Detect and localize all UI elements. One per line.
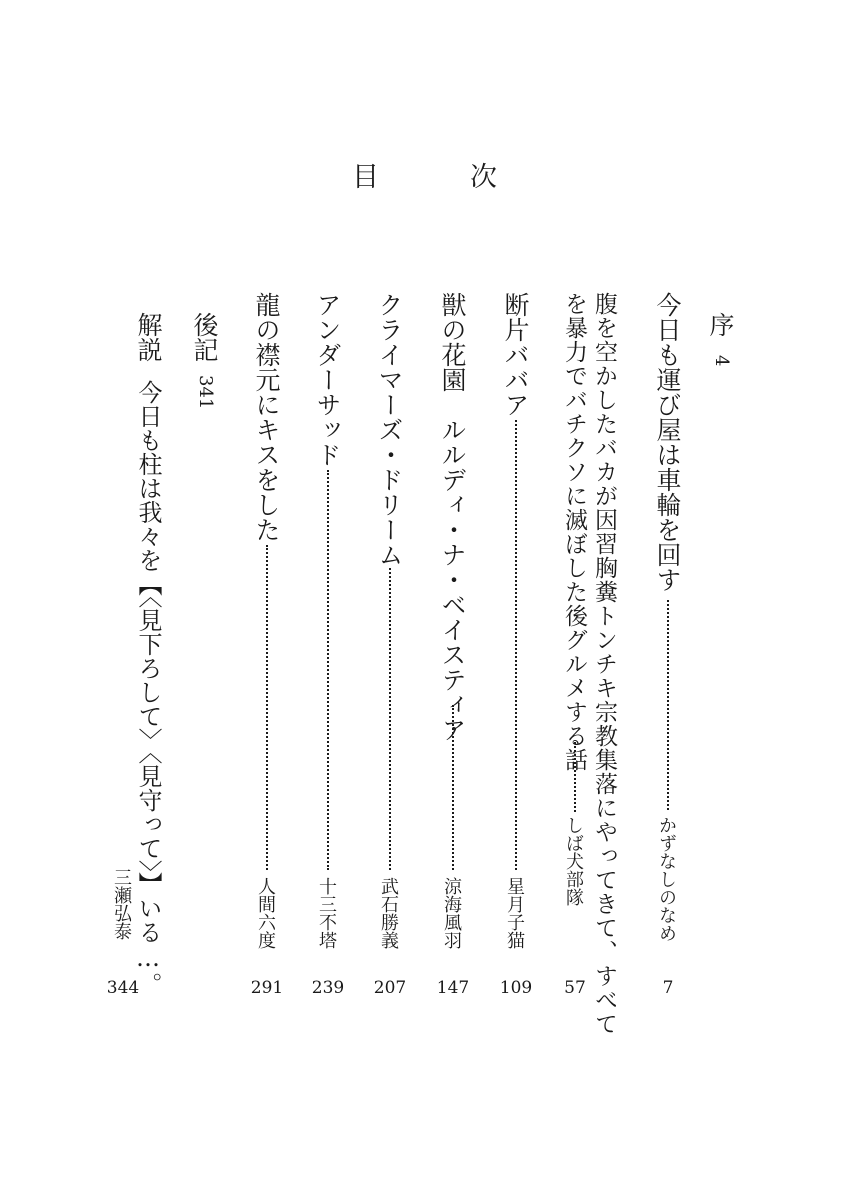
toc-entry-author: 涼海風羽 [441,877,462,949]
preface-page: 4 [711,355,732,367]
toc-entry-page: 147 [436,978,470,998]
toc-entry-title: クライマーズ・ドリーム [375,292,404,567]
toc-entry-author: 人間六度 [255,877,276,949]
toc-entry-title: 龍の襟元にキスをした [252,292,281,542]
leader-dots [574,742,576,812]
leader-dots [266,545,268,870]
leader-dots [389,568,391,870]
toc-entry-title: 断片ババア [501,292,530,417]
toc-entry-page: 291 [250,978,284,998]
leader-dots [452,705,454,870]
toc-entry-page: 207 [373,978,407,998]
commentary-author: 三瀬弘泰 [111,868,132,940]
toc-entry-title-line1: 腹を空かしたバカが因習胸糞トンチキ宗教集落にやってきて、すべて [591,292,617,1036]
toc-entry-title: 今日も運び屋は車輪を回す [653,292,682,592]
toc-entry-title: 獣の花園 ルルディ・ナ・ベイスティア [438,292,467,742]
leader-dots [515,420,517,870]
toc-entry-author: しば犬部隊 [563,816,584,906]
toc-entry-page: 109 [499,978,533,998]
toc-entry-author: 星月子猫 [504,877,525,949]
toc-entry-page: 57 [564,978,586,998]
commentary-title: 今日も柱は我々を【〈見下ろして〉〈見守って〉】いる…。 [134,380,162,996]
leader-dots [327,470,329,870]
leader-dots [667,600,669,810]
commentary-label: 解説 [134,312,163,362]
page-title: 目 次 [352,162,529,193]
toc-entry-page: 7 [662,978,674,998]
toc-entry-author: 十三不塔 [316,877,337,949]
toc-entry-title-line2: を暴力でバチクソに滅ぼした後グルメする話 [561,292,587,772]
toc-entry-title: アンダーサッド [313,292,342,467]
afterword-page: 341 [195,375,216,410]
preface-title: 序 [706,312,735,337]
toc-entry-author: かずなしのなめ [656,816,677,942]
commentary-page: 344 [106,978,140,998]
toc-entry-page: 239 [311,978,345,998]
afterword-title: 後記 [190,312,219,362]
toc-entry-author: 武石勝義 [378,877,399,949]
